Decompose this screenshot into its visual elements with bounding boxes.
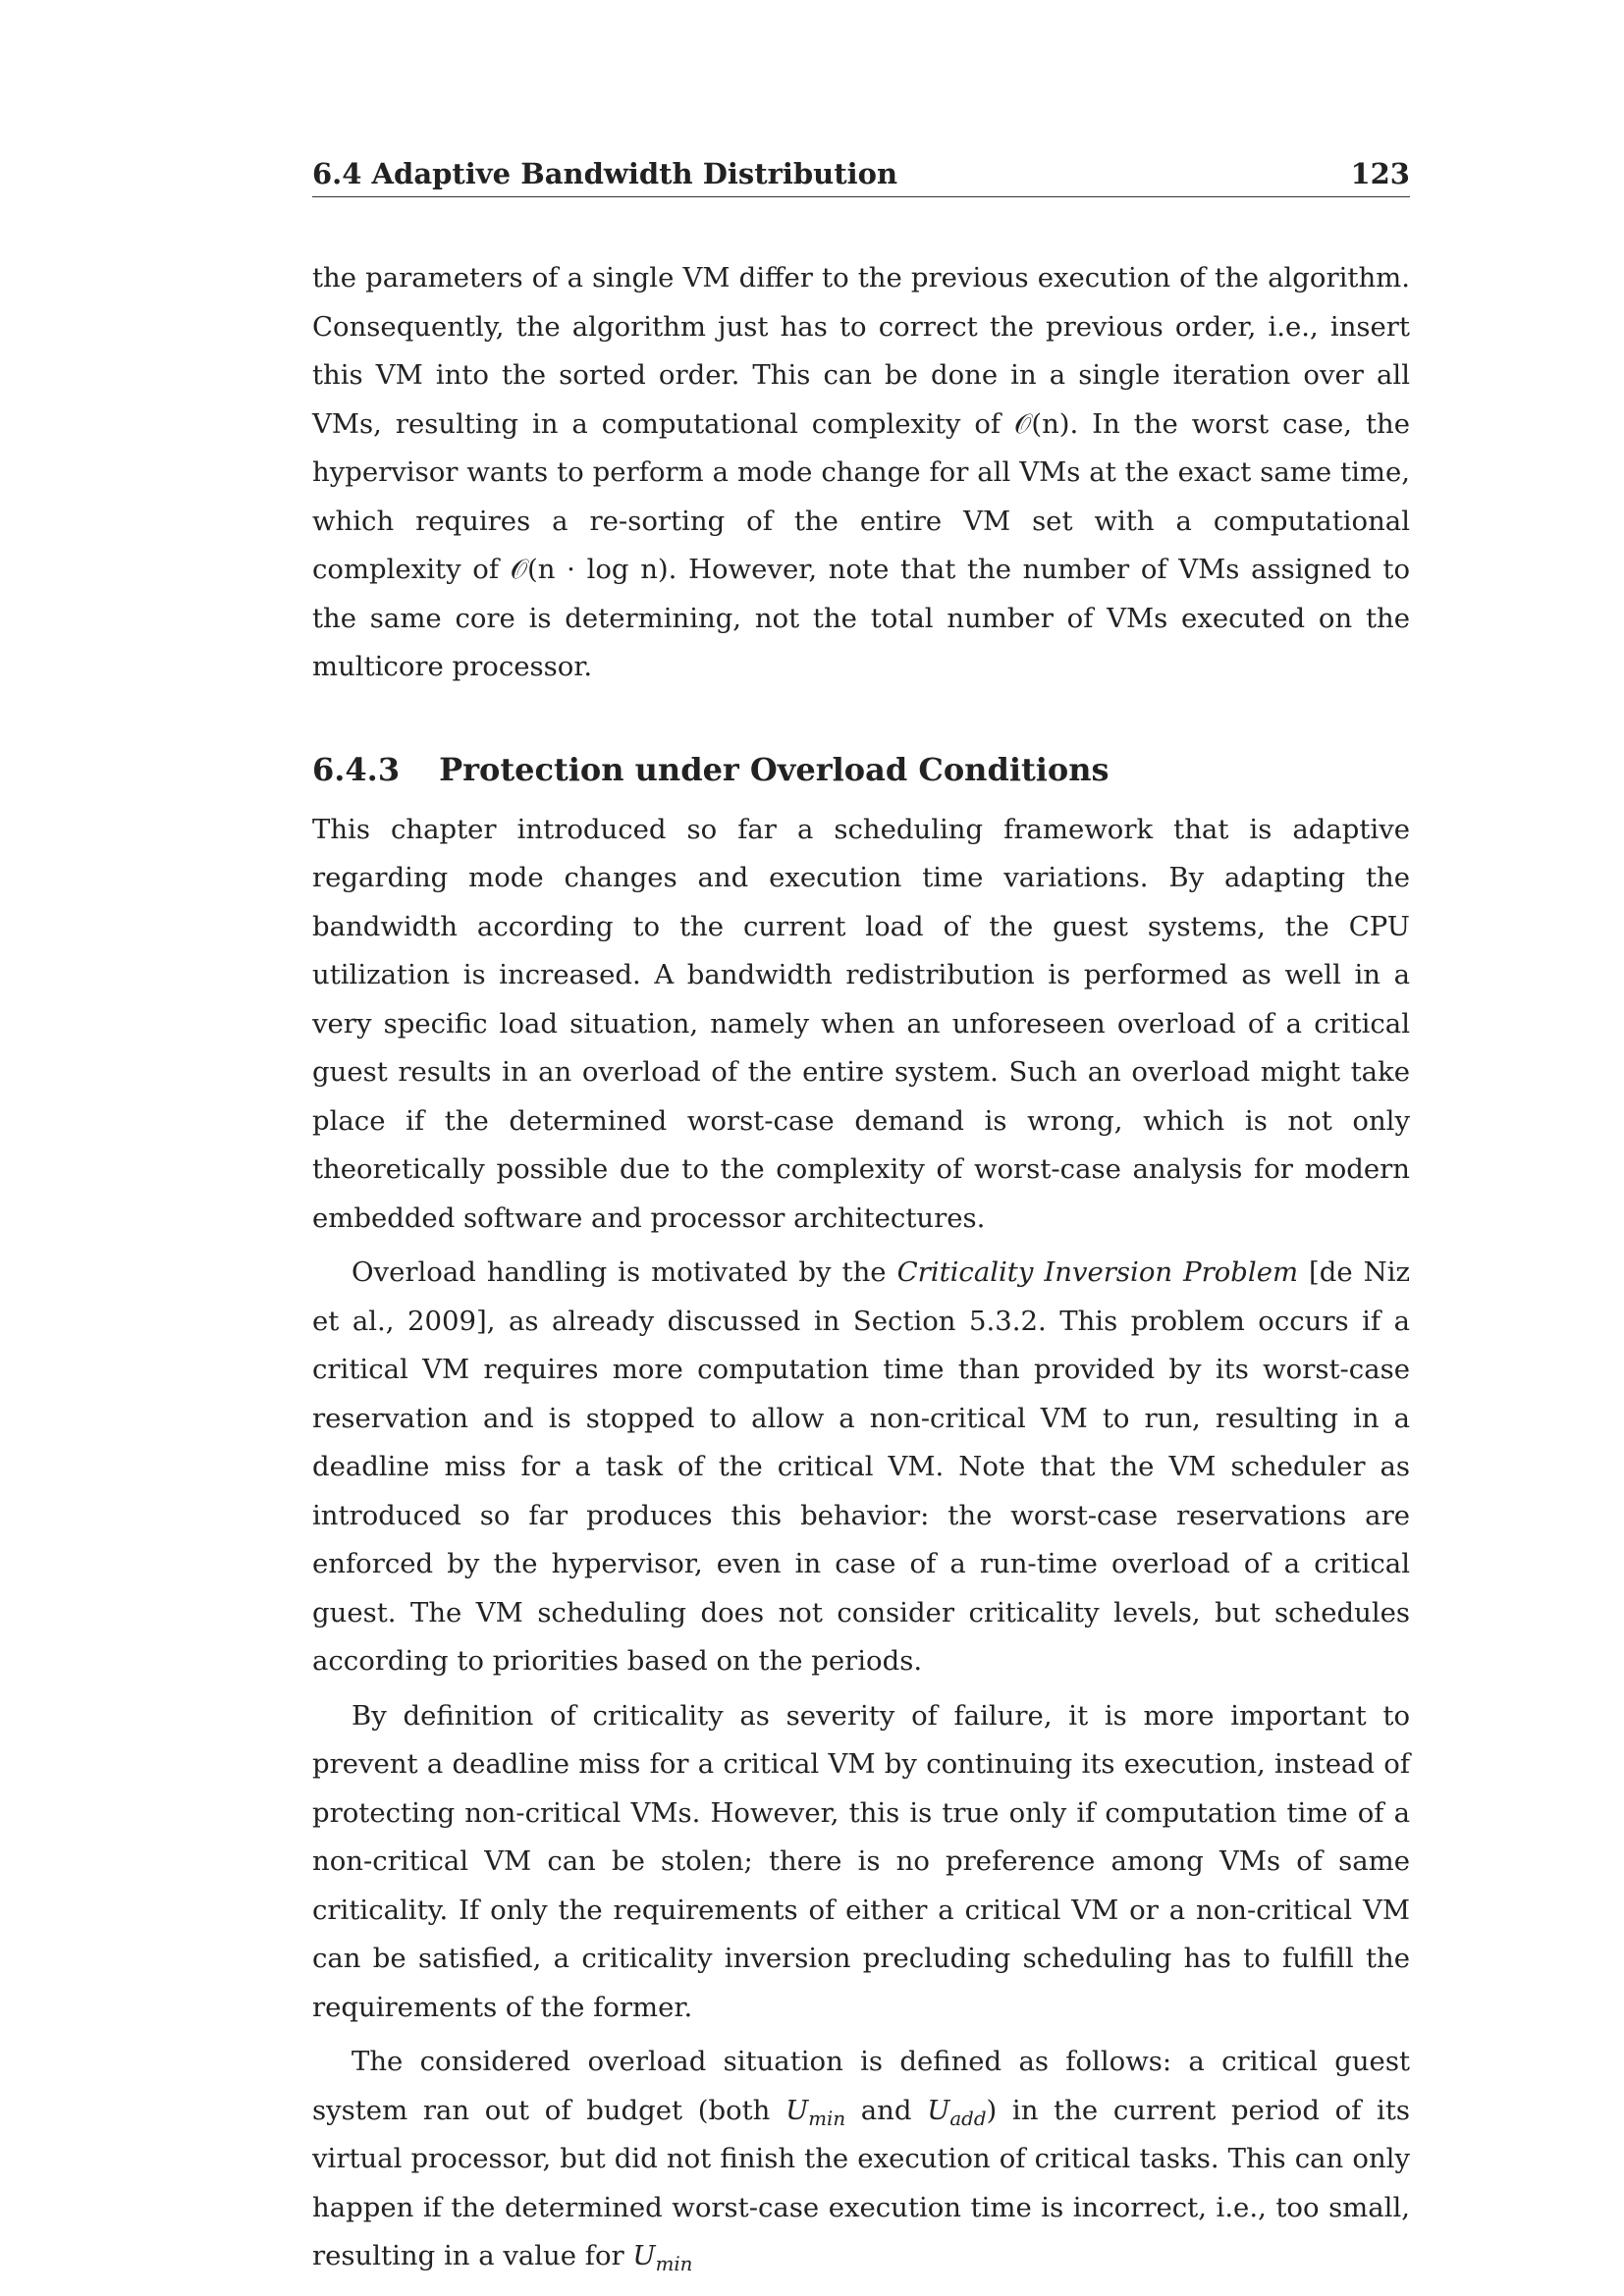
paragraph-2 xyxy=(312,1249,1410,1686)
paragraph-4-text-b: and xyxy=(845,2094,928,2126)
paragraph-4-text-a: The considered overload situation is defined as follows: a critical guest system ran out of budget (both xyxy=(312,2046,1410,2126)
section-heading xyxy=(312,751,1410,788)
paragraph-3: By definition of criticality as severity of failure, it is more important to prevent a deadline miss for a critical VM by continuing its execution, instead of protecting non-critical VMs. However, this is true only if computation time of a non-critical VM can be stolen; there is no preference among VMs of same criticality. If only the requirements of either a critical VM or a non-critical VM can be satisfied, a criticality inversion precluding scheduling has to fulfill the requirements of the former. xyxy=(312,1699,1410,2023)
math-u-add-sub: add xyxy=(949,2107,987,2130)
body-text xyxy=(312,254,1410,2281)
math-u-min-base: U xyxy=(785,2094,809,2126)
paragraph-4-text-c: ) in the current period of its virtual processor, but did not finish the execution of critical tasks. This can only happen if the determined worst-case execution time is incorrect, i.e., too small, resulting in a value for xyxy=(312,2094,1410,2271)
math-u-min-sub: min xyxy=(808,2107,846,2130)
paragraph-1: This chapter introduced so far a scheduling framework that is adaptive regarding mode changes and execution time variations. By adapting the bandwidth according to the current load of the guest systems, the CPU utilization is increased. A bandwidth redistribution is performed as well in a very specific load situation, namely when an unforeseen overload of a critical guest results in an overload of the entire system. Such an overload might take place if the determined worst-case demand is wrong, which is not only theoretically possible due to the complexity of worst-case analysis for modern embedded software and processor architectures. xyxy=(312,813,1410,1234)
page xyxy=(312,157,1410,2281)
paragraph-2-emphasis: Criticality Inversion Problem xyxy=(896,1256,1299,1288)
math-u-min-base-2: U xyxy=(632,2240,656,2271)
section-number: 6.4.3 xyxy=(312,750,401,788)
header-section-title: 6.4 Adaptive Bandwidth Distribution xyxy=(312,157,898,190)
math-u-add-base: U xyxy=(927,2094,950,2126)
section-title: Protection under Overload Conditions xyxy=(439,750,1110,788)
paragraph-2-text-a: Overload handling is motivated by the xyxy=(352,1256,897,1288)
paragraph-2-text-b: [de Niz et al., 2009], as already discussed in Section 5.3.2. This problem occurs if a critical VM requires more computation time than provided by its worst-case reservation and is stopped to allow a non-critical VM to run, resulting in a deadline miss for a task of the critical VM. Note that the VM scheduler as introduced so far produces this behavior: the worst-case reservations are enforced by the hypervisor, even in case of a run-time overload of a critical guest. The VM scheduling does not consider criticality levels, but schedules according to priorities based on the periods. xyxy=(312,1256,1411,1677)
paragraph-intro: the parameters of a single VM differ to the previous execution of the algorithm. Consequently, the algorithm just has to correct the previous order, i.e., insert this VM into the sorted order. This can be done in a single iteration over all VMs, resulting in a computational complexity of 𝒪(n). In the worst case, the hypervisor wants to perform a mode change for all VMs at the exact same time, which requires a re-sorting of the entire VM set with a computational complexity of 𝒪(n · log n). However, note that the number of VMs assigned to the same core is determining, not the total number of VMs executed on the multicore processor. xyxy=(312,262,1410,682)
math-u-min-sub-2: min xyxy=(655,2252,693,2275)
running-header xyxy=(312,157,1410,197)
paragraph-4 xyxy=(312,2038,1410,2281)
page-number: 123 xyxy=(1350,157,1410,190)
